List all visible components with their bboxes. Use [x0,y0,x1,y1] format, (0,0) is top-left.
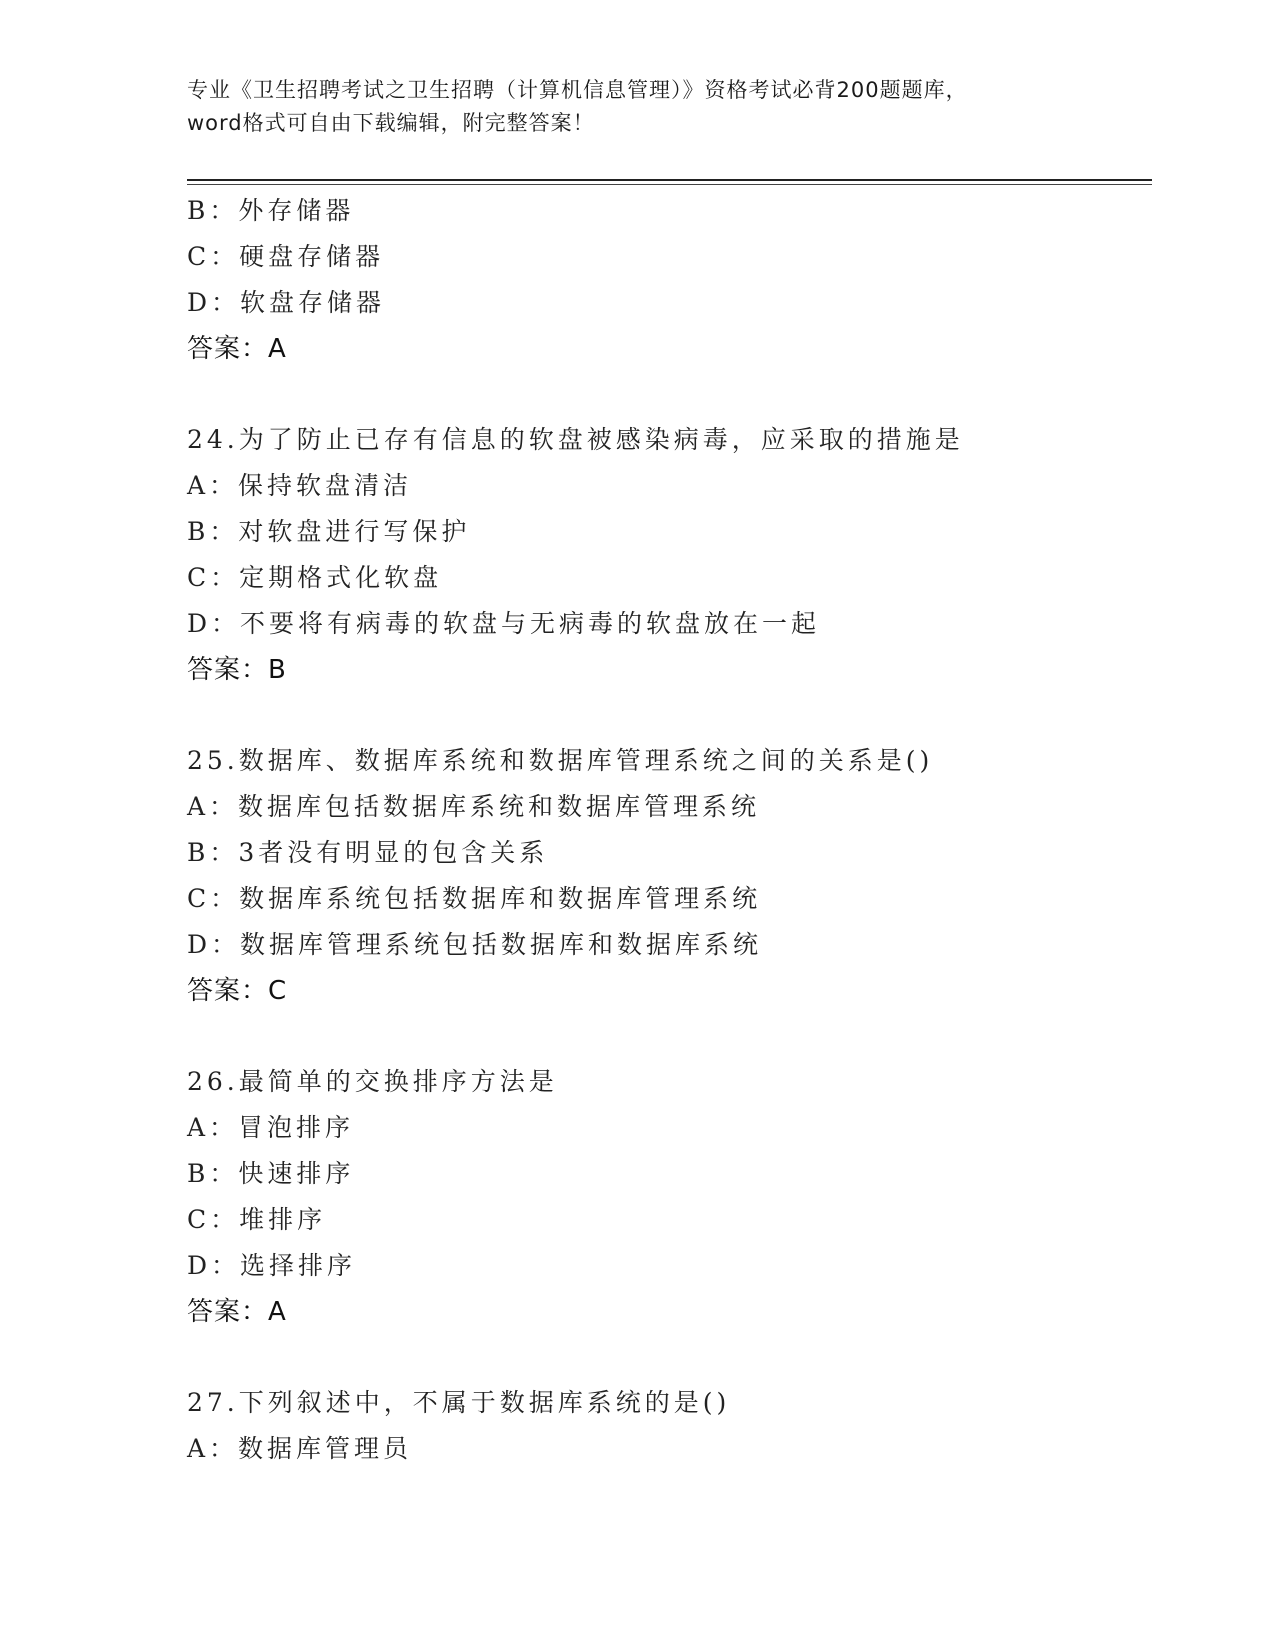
document-header [187,74,1087,140]
question-list [187,188,1147,1472]
option-b: B：对软盘进行写保护 [187,517,471,546]
option-a: A：数据库管理员 [187,1434,413,1463]
spacer [187,693,1147,738]
spacer [187,372,1147,417]
question-26 [187,1059,1147,1335]
question-24 [187,417,1147,693]
spacer [187,1335,1147,1380]
option-b: B：外存储器 [187,196,355,225]
question-stem: 24.为了防止已存有信息的软盘被感染病毒，应采取的措施是 [187,425,964,454]
option-b: B：3者没有明显的包含关系 [187,838,549,867]
question-stem: 25.数据库、数据库系统和数据库管理系统之间的关系是() [187,746,934,775]
option-c: C：堆排序 [187,1205,327,1234]
question-27 [187,1380,1147,1472]
answer-line: 答案：A [187,1297,287,1327]
option-a: A：冒泡排序 [187,1113,355,1142]
header-title-line-2: word格式可自由下载编辑，附完整答案！ [187,111,595,135]
option-c: C：定期格式化软盘 [187,563,443,592]
header-title-line-1: 专业《卫生招聘考试之卫生招聘（计算机信息管理）》资格考试必背200题题库， [187,78,968,102]
question-25 [187,738,1147,1014]
answer-line: 答案：B [187,655,287,685]
spacer [187,1014,1147,1059]
option-c: C：数据库系统包括数据库和数据库管理系统 [187,884,762,913]
option-d: D：选择排序 [187,1251,357,1280]
option-b: B：快速排序 [187,1159,355,1188]
option-d: D：软盘存储器 [187,288,386,317]
question-stem: 27.下列叙述中，不属于数据库系统的是() [187,1388,731,1417]
option-d: D：数据库管理系统包括数据库和数据库系统 [187,930,763,959]
option-a: A：保持软盘清洁 [187,471,413,500]
header-divider-thick [187,179,1152,181]
answer-line: 答案：A [187,334,287,364]
question-stem: 26.最简单的交换排序方法是 [187,1067,558,1096]
header-divider-thin [187,184,1152,185]
question-23-fragment [187,188,1147,372]
option-d: D：不要将有病毒的软盘与无病毒的软盘放在一起 [187,609,821,638]
option-c: C：硬盘存储器 [187,242,385,271]
answer-line: 答案：C [187,976,288,1006]
option-a: A：数据库包括数据库系统和数据库管理系统 [187,792,761,821]
